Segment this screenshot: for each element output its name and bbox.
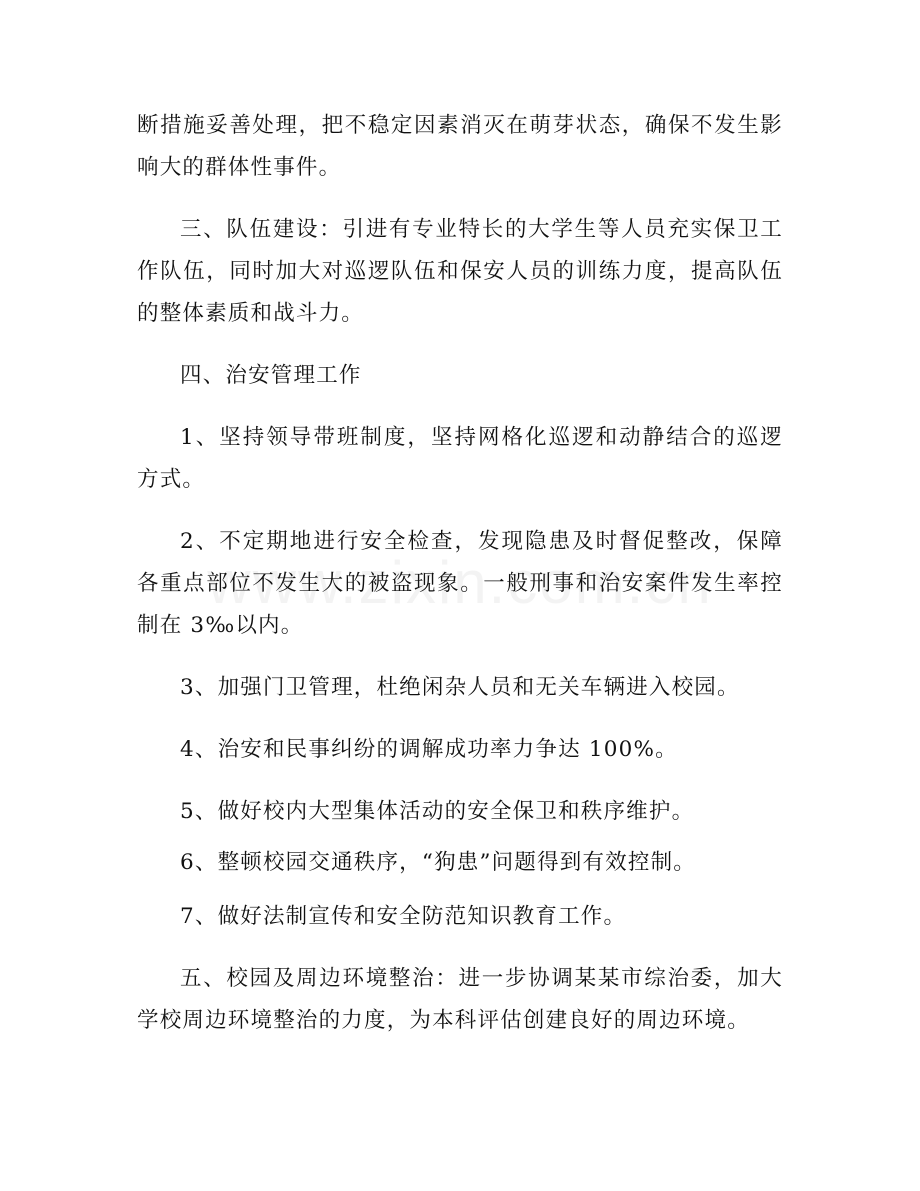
paragraph-6: 3、加强门卫管理，杜绝闲杂人员和无关车辆进入校园。 (180, 675, 740, 700)
paragraph-1: 断措施妥善处理，把不稳定因素消灭在萌芽状态，确保不发生影响大的群体性事件。 (137, 113, 783, 180)
paragraph-10: 7、做好法制宣传和安全防范知识教育工作。 (180, 904, 627, 929)
paragraph-2: 三、队伍建设：引进有专业特长的大学生等人员充实保卫工作队伍，同时加大对巡逻队伍和保安人员的训练力度，提高队伍的整体素质和战斗力。 (137, 217, 783, 326)
paragraph-11: 五、校园及周边环境整治：进一步协调某某市综治委，加大学校周边环境整治的力度，为本科评估创建良好的周边环境。 (137, 966, 783, 1033)
paragraph-4: 1、坚持领导带班制度，坚持网格化巡逻和动静结合的巡逻方式。 (137, 425, 783, 492)
paragraph-7: 4、治安和民事纠纷的调解成功率力争达 100%。 (180, 737, 678, 762)
paragraph-5: 2、不定期地进行安全检查，发现隐患及时督促整改，保障各重点部位不发生大的被盗现象。一般刑事和治安案件发生率控制在 3‰以内。 (137, 529, 783, 638)
paragraph-3: 四、治安管理工作 (180, 363, 362, 388)
paragraph-9: 6、整顿校园交通秩序，“狗患”问题得到有效控制。 (180, 850, 696, 875)
paragraph-8: 5、做好校内大型集体活动的安全保卫和秩序维护。 (180, 799, 695, 824)
